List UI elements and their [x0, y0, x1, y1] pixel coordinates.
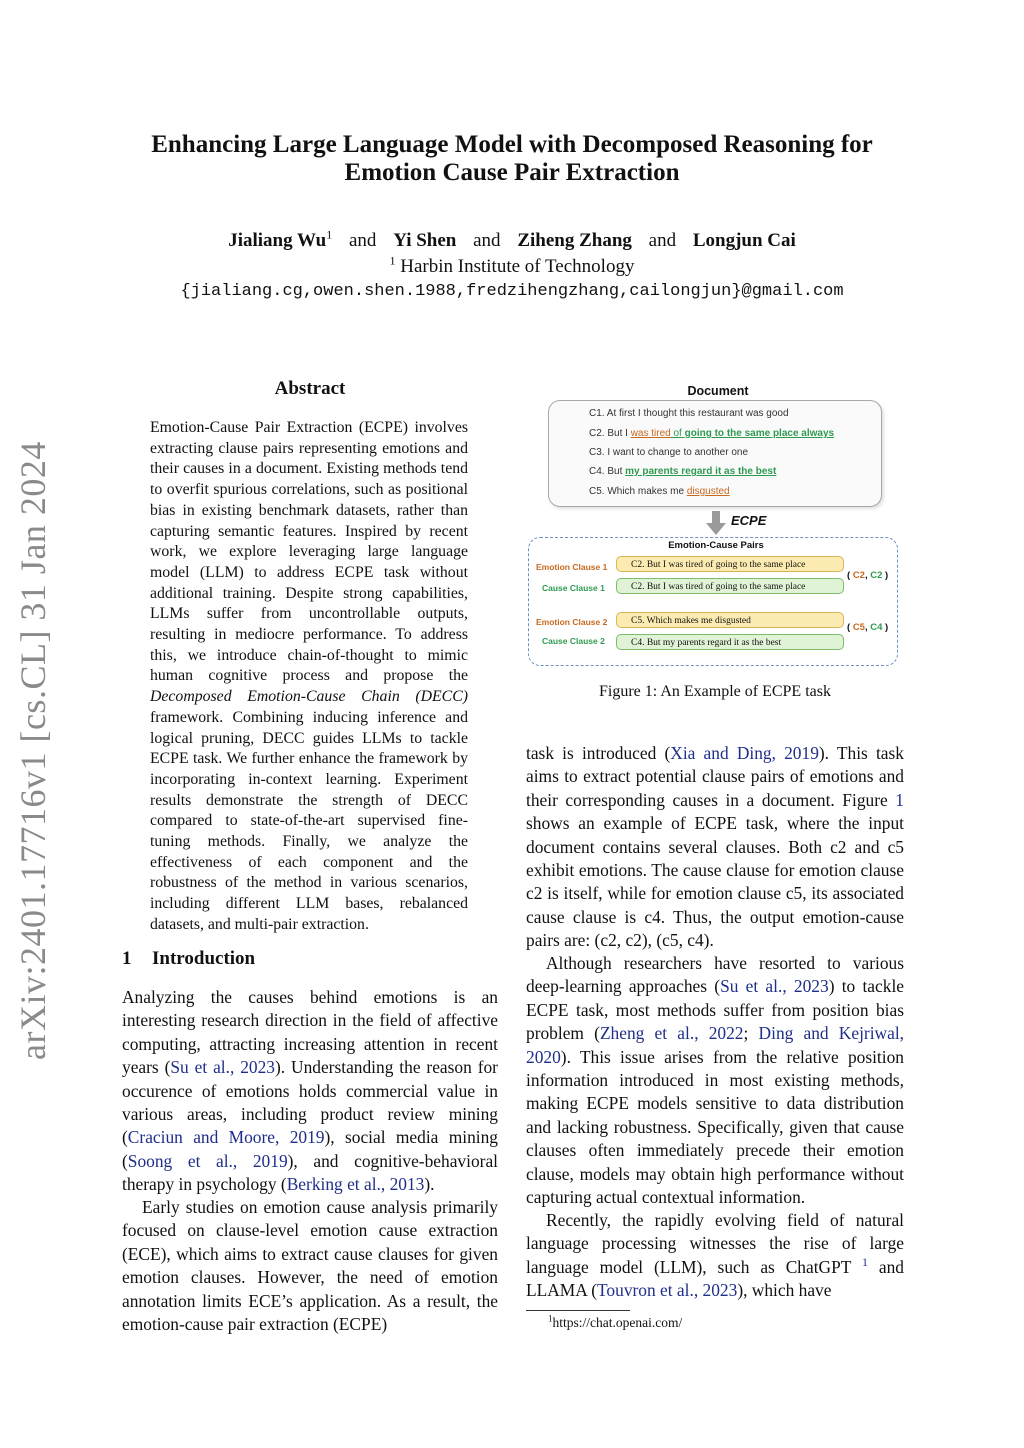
intro-paragraph-2: Early studies on emotion cause analysis primarily focused on clause-level emotion cause extraction (ECE), which aims to extract cause clauses for given emotion clauses. However, the need of emotion annotation limits ECE’s application. As a result, the emotion-cause pair extraction (ECPE)	[122, 1197, 498, 1335]
tuple-bracket: )	[882, 570, 889, 581]
tuple-emotion: C5	[852, 622, 865, 633]
emotion-clause-label: Emotion Clause 1	[536, 562, 608, 572]
text-run: ), and cognitive-behavioral therapy in psychology (	[122, 1150, 498, 1195]
arxiv-identifier-stamp: arXiv:2401.17716v1 [cs.CL] 31 Jan 2024	[13, 441, 53, 1060]
author-emails: {jialiang.cg,owen.shen.1988,fredzihengzhang,cailongjun}@gmail.com	[180, 282, 844, 301]
text-run: task is introduced (	[526, 743, 671, 763]
figure-caption: Figure 1: An Example of ECPE task	[599, 683, 831, 700]
tuple-bracket: (	[847, 622, 853, 633]
cause-clause-box: C2. But I was tired of going to the same place	[616, 578, 844, 594]
cause-clause-label: Cause Clause 2	[542, 636, 605, 646]
clause-c2	[589, 428, 834, 439]
figure-pairs-title: Emotion-Cause Pairs	[668, 540, 764, 551]
citation-link[interactable]: Soong et al., 2019	[127, 1150, 288, 1171]
clause-c3: C3. I want to change to another one	[589, 447, 748, 458]
tuple-emotion: C2	[852, 570, 865, 581]
author-joiner: and	[349, 230, 377, 251]
footnote	[548, 1315, 682, 1331]
section-heading-introduction	[122, 948, 502, 970]
text-run: C2. But I	[589, 428, 631, 439]
clause-c4	[589, 466, 776, 477]
paper-title-line-1: Enhancing Large Language Model with Decomposed Reasoning for	[151, 131, 873, 158]
text-run: ). Understanding the reason for occurence of emotions holds commercial value in various areas, including product review mining (	[122, 1057, 498, 1148]
section-title: Introduction	[152, 948, 256, 969]
citation-link[interactable]: Touvron et al., 2023	[597, 1280, 738, 1301]
citation-link[interactable]: Berking et al., 2013	[286, 1174, 425, 1195]
cause-span: my parents regard it as the best	[625, 466, 777, 477]
figure-reference-link[interactable]: 1	[895, 789, 904, 810]
text-run: shows an example of ECPE task, where the input document contains several clauses. Both c2 and c5 exhibit emotions. The cause clause for emotion clause c2 is itself, while for emotion clause c5, its associated cause clause is c4. Thus, the output emotion-cause pairs are: (c2, c2), (c5, c4).	[526, 813, 904, 951]
right-paragraph-1	[526, 742, 904, 953]
text-run: ), social media mining (	[122, 1127, 499, 1171]
clause-c1: C1. At first I thought this restaurant was good	[589, 408, 789, 419]
abstract-framework-name: Decomposed Emotion-Cause Chain (DECC)	[150, 688, 468, 706]
tuple-bracket: (	[847, 570, 853, 581]
footnote-mark: 1	[548, 1313, 553, 1324]
paper-title	[100, 131, 924, 187]
abstract-text-part: Emotion-Cause Pair Extraction (ECPE) involves extracting clause pairs representing emotions and their causes in a document. Existing methods tend to overfit spurious correlations, such as positional bias in existing benchmark datasets, rather than capturing semantic features. Inspired by recent work, we explore leveraging large language model (LLM) to address ECPE task without additional training. Despite strong capabilities, LLMs suffer from uncontrollable outputs, resulting in mediocre performance. To address this, we introduce chain-of-thought to mimic human cognitive process and propose the	[150, 419, 468, 685]
paper-title-line-2: Emotion Cause Pair Extraction	[344, 159, 680, 186]
text-run: and LLAMA (	[526, 1256, 904, 1301]
text-run: ), which have	[737, 1280, 832, 1301]
author-name: Yi Shen	[393, 230, 457, 251]
footnote-reference-link[interactable]: 1	[861, 1255, 868, 1270]
clause-c5	[589, 486, 730, 497]
citation-link[interactable]: Xia and Ding, 2019	[670, 743, 819, 763]
figure-document-title: Document	[687, 384, 749, 398]
down-arrow-icon	[706, 511, 726, 535]
citation-link[interactable]: Su et al., 2023	[170, 1057, 275, 1078]
author-name: Longjun Cai	[692, 230, 796, 251]
emotion-clause-box: C2. But I was tired of going to the same place	[616, 556, 844, 572]
abstract-heading: Abstract	[274, 378, 346, 399]
section-number: 1	[122, 948, 132, 969]
tuple-separator: ,	[864, 570, 871, 581]
tuple-separator: ,	[864, 622, 871, 633]
text-run: Analyzing the causes behind emotions is an interesting research direction in the field of affective computing, attracting increasing attention in recent years (	[122, 987, 498, 1078]
text-run: ;	[743, 1023, 759, 1044]
citation-link[interactable]: Ding and Kejriwal, 2020	[526, 1023, 905, 1067]
affiliation-name: Harbin Institute of Technology	[400, 256, 635, 277]
author-name: Jialiang Wu	[228, 230, 327, 251]
text-run: ).	[424, 1174, 435, 1195]
tuple-bracket: )	[882, 622, 889, 633]
emotion-clause-box: C5. Which makes me disgusted	[616, 612, 844, 628]
cause-clause-label: Cause Clause 1	[542, 583, 605, 593]
author-joiner: and	[473, 230, 501, 251]
text-run: Recently, the rapidly evolving field of natural language processing witnesses the rise of large language model (LLM), such as ChatGPT	[526, 1210, 904, 1277]
cause-clause-box: C4. But my parents regard it as the best	[616, 634, 844, 650]
footnote-divider	[526, 1310, 630, 1311]
emotion-clause-label: Emotion Clause 2	[536, 617, 608, 627]
author-affiliation-mark: 1	[326, 227, 333, 242]
citation-link[interactable]: Craciun and Moore, 2019	[127, 1127, 325, 1148]
right-paragraph-3	[526, 1209, 904, 1303]
author-list	[100, 228, 924, 253]
text-run: ) to tackle ECPE task, most methods suffer from position bias problem (	[526, 976, 904, 1044]
figure-ecpe-example	[526, 380, 904, 670]
emotion-cause-pair-tuple	[847, 570, 888, 581]
cause-span: going to the same place always	[684, 428, 835, 439]
text-run: C4. But	[589, 466, 626, 477]
connector-span: of	[670, 428, 685, 439]
citation-link[interactable]: Zheng et al., 2022	[599, 1023, 744, 1044]
footnote-url: https://chat.openai.com/	[552, 1315, 683, 1330]
tuple-cause: C2	[870, 570, 883, 581]
text-run: C5. Which makes me	[589, 486, 687, 497]
tuple-cause: C4	[870, 622, 883, 633]
abstract-text	[150, 418, 468, 936]
affiliation-mark: 1	[389, 253, 396, 268]
text-run: ). This task aims to extract potential clause pairs of emotions and their corresponding causes in a document. Figure	[526, 743, 904, 810]
abstract-text-part: framework. Combining inducing inference and logical pruning, DECC guides LLMs to tackle ECPE task. We further enhance the framework by incorporating in-context learning. Experiment results demonstrate the strength of DECC compared to state-of-the-art supervised fine-tuning methods. Finally, we analyze the effectiveness of each component and the robustness of the method in various scenarios, including different LLM bases, rebalanced datasets, and multi-pair extraction.	[150, 708, 468, 933]
author-name: Ziheng Zhang	[517, 230, 632, 251]
text-run: Although researchers have resorted to various deep-learning approaches (	[526, 953, 904, 997]
text-run: ). This issue arises from the relative position information introduced in most existing methods, making ECPE models sensitive to data distribution and lacking robustness. Specifically, given that cause clauses often immediately precede their emotion clause, models may obtain high performance without capturing actual contextual information.	[526, 1046, 904, 1208]
right-paragraph-2	[526, 952, 904, 1209]
emotion-cause-pair-tuple	[847, 622, 888, 633]
citation-link[interactable]: Su et al., 2023	[720, 976, 829, 997]
emotion-span: was tired	[630, 428, 671, 439]
author-joiner: and	[648, 230, 677, 251]
affiliation	[100, 254, 924, 279]
figure-ecpe-label: ECPE	[731, 513, 767, 528]
figure-document-box	[548, 400, 882, 507]
emotion-span: disgusted	[686, 486, 730, 497]
intro-paragraph-1	[122, 986, 498, 1197]
